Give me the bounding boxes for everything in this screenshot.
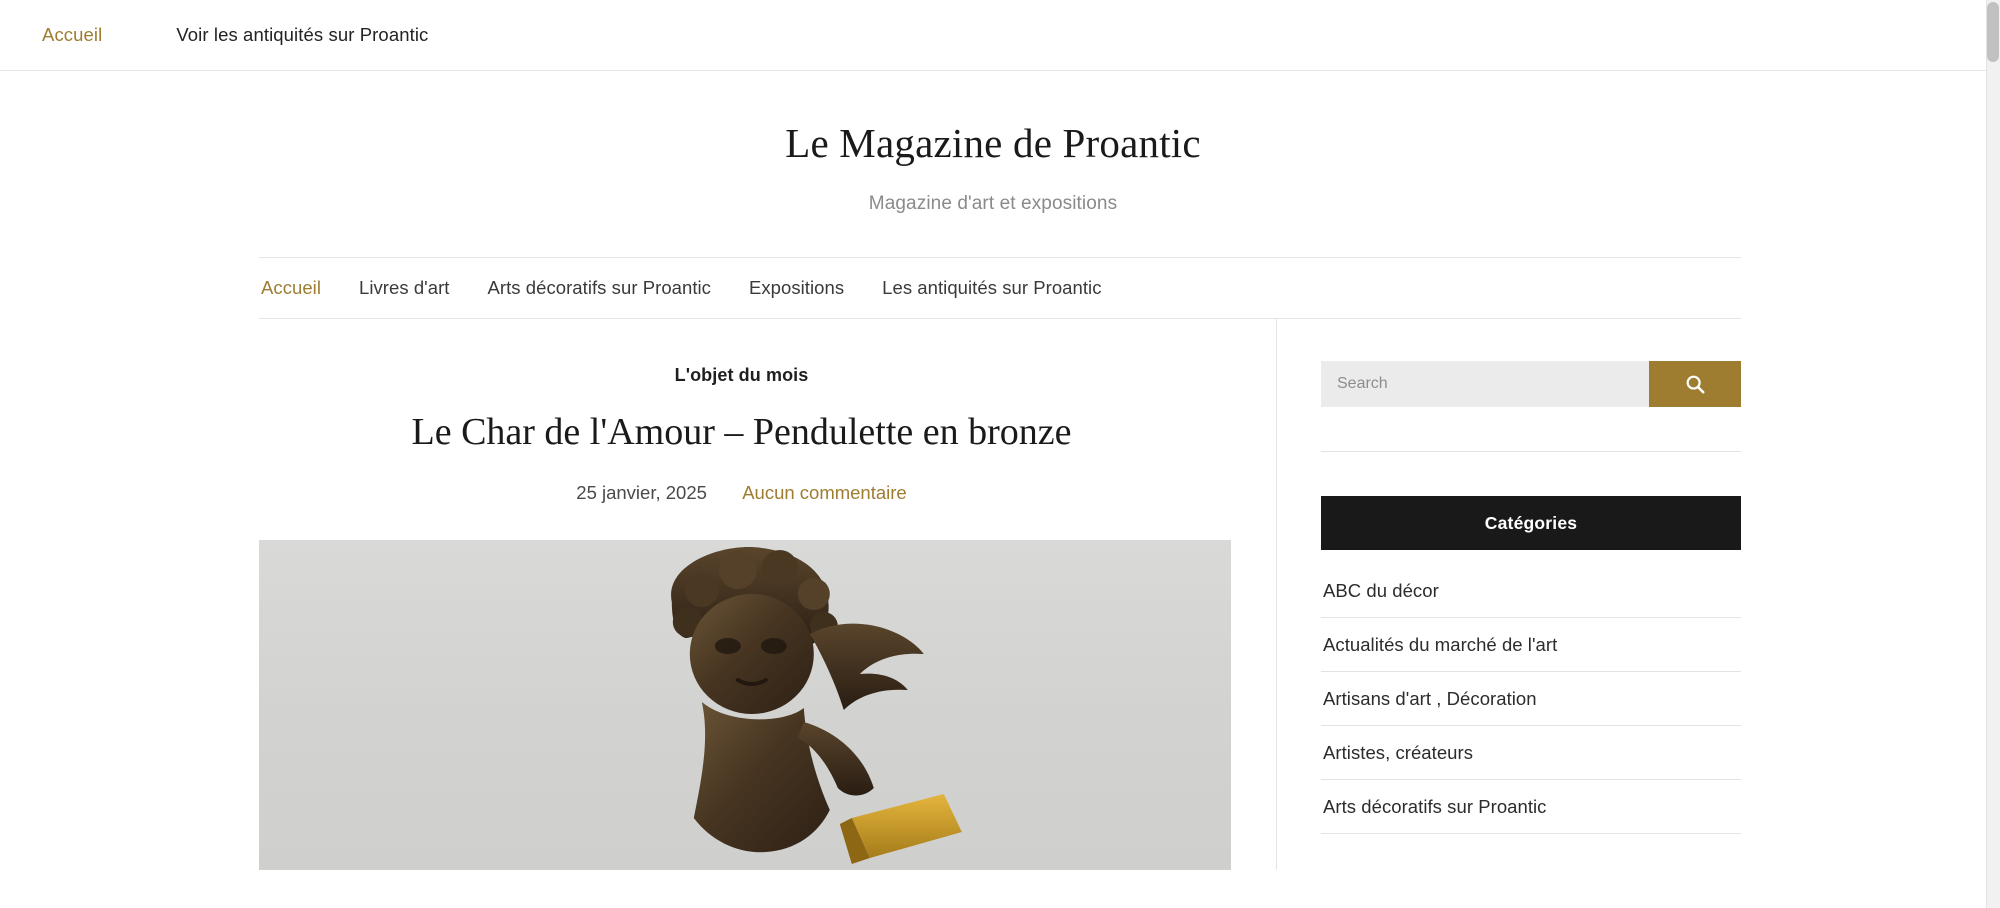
search-widget — [1321, 361, 1741, 407]
top-navigation-bar — [0, 0, 1986, 71]
post-title[interactable]: Le Char de l'Amour – Pendulette en bronze — [411, 411, 1072, 453]
primary-menu — [259, 257, 1741, 319]
post-date: 25 janvier, 2025 — [576, 481, 707, 503]
menu-item-livres-dart[interactable]: Livres d'art — [359, 277, 450, 298]
categories-widget-title: Catégories — [1321, 496, 1741, 550]
sidebar — [1277, 319, 1741, 870]
menu-item-arts-decoratifs[interactable]: Arts décoratifs sur Proantic — [487, 277, 711, 298]
menu-item-antiquites[interactable]: Les antiquités sur Proantic — [882, 277, 1102, 298]
category-item[interactable]: Arts décoratifs sur Proantic — [1321, 780, 1741, 834]
topbar-link-accueil[interactable]: Accueil — [42, 24, 103, 45]
scrollbar-thumb[interactable] — [1987, 2, 1999, 62]
search-icon — [1684, 373, 1706, 395]
categories-list — [1321, 564, 1741, 834]
site-tagline: Magazine d'art et expositions — [868, 193, 1118, 214]
post-comments-link[interactable]: Aucun commentaire — [742, 481, 907, 503]
post-meta — [259, 482, 1224, 504]
category-item[interactable]: Actualités du marché de l'art — [1321, 618, 1741, 672]
post-category-label[interactable]: L'objet du mois — [674, 365, 809, 385]
content-columns — [259, 319, 1741, 870]
category-item[interactable]: ABC du décor — [1321, 564, 1741, 618]
category-item[interactable]: Artistes, créateurs — [1321, 726, 1741, 780]
site-title[interactable]: Le Magazine de Proantic — [785, 120, 1201, 166]
topbar-link-antiquites[interactable]: Voir les antiquités sur Proantic — [176, 24, 429, 45]
page-scrollbar[interactable] — [1986, 0, 2000, 908]
search-input[interactable] — [1321, 361, 1649, 407]
menu-item-expositions[interactable]: Expositions — [748, 277, 845, 298]
menu-item-accueil[interactable]: Accueil — [261, 277, 321, 298]
main-content — [259, 319, 1277, 870]
category-item[interactable]: Artisans d'art , Décoration — [1321, 672, 1741, 726]
search-button[interactable] — [1649, 361, 1741, 407]
site-header — [0, 71, 1986, 215]
post-featured-image[interactable] — [259, 540, 1231, 870]
sidebar-divider — [1321, 451, 1741, 452]
bronze-cherub-illustration — [552, 542, 972, 870]
